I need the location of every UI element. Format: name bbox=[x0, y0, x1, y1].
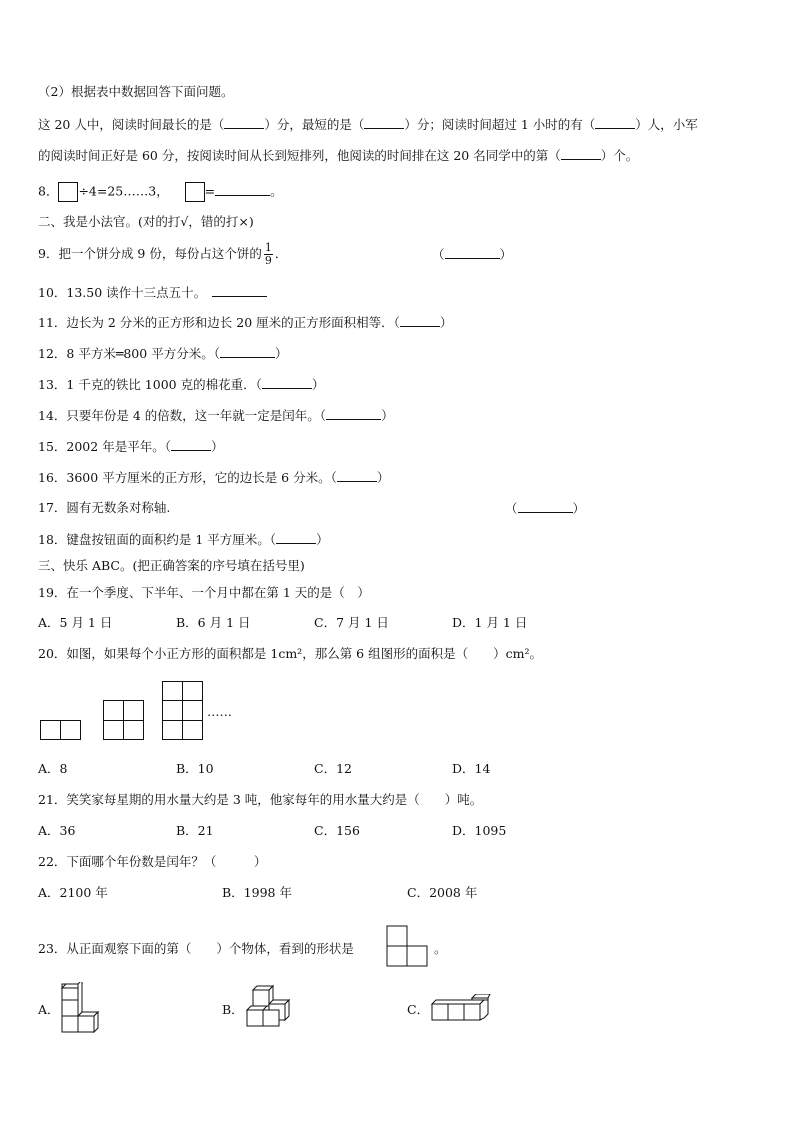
question-8: 8． ÷4=25……3， = 。 bbox=[38, 182, 283, 202]
answer-blank[interactable] bbox=[364, 116, 404, 129]
q21-option-a[interactable]: A．36 bbox=[38, 823, 76, 838]
cube-figure-c bbox=[428, 994, 492, 1024]
answer-blank[interactable] bbox=[215, 183, 270, 196]
part2-question-line2: 的阅读时间正好是 60 分，按阅读时间从长到短排列，他阅读的时间排在这 20 名同学中的第（ ）个。 bbox=[38, 148, 639, 163]
question-17: 17．圆有无数条对称轴. bbox=[38, 500, 171, 515]
question-22: 22．下面哪个年份数是闰年？（ ） bbox=[38, 854, 267, 869]
answer-blank[interactable] bbox=[262, 376, 312, 389]
answer-blank[interactable] bbox=[561, 147, 601, 160]
q22-option-c[interactable]: C．2008 年 bbox=[407, 885, 478, 900]
answer-box[interactable] bbox=[58, 182, 78, 202]
q21-option-d[interactable]: D．1095 bbox=[452, 823, 507, 838]
answer-blank[interactable] bbox=[224, 116, 264, 129]
q19-option-b[interactable]: B．6 月 1 日 bbox=[176, 615, 251, 630]
answer-blank[interactable] bbox=[171, 438, 211, 451]
q22-option-b[interactable]: B．1998 年 bbox=[222, 885, 292, 900]
answer-blank[interactable] bbox=[595, 116, 635, 129]
question-13: 13．1 千克的铁比 1000 克的棉花重．（ ） bbox=[38, 377, 325, 392]
question-17-paren: （ ） bbox=[505, 501, 586, 516]
answer-blank[interactable] bbox=[212, 284, 267, 297]
q19-option-d[interactable]: D．1 月 1 日 bbox=[452, 615, 528, 630]
question-23-tail: 。 bbox=[434, 941, 447, 956]
q20-option-b[interactable]: B．10 bbox=[176, 761, 214, 776]
front-view-shape bbox=[386, 925, 428, 967]
answer-blank[interactable] bbox=[337, 469, 377, 482]
fraction: $\frac{1}{9}$ bbox=[264, 241, 272, 267]
q19-option-a[interactable]: A．5 月 1 日 bbox=[38, 615, 113, 630]
answer-blank[interactable] bbox=[276, 531, 316, 544]
q21-option-b[interactable]: B．21 bbox=[176, 823, 214, 838]
question-9-paren: （ ） bbox=[432, 247, 513, 262]
answer-box[interactable] bbox=[185, 182, 205, 202]
question-23: 23．从正面观察下面的第（ ）个物体，看到的形状是 bbox=[38, 941, 354, 956]
question-19: 19．在一个季度、下半年、一个月中都在第 1 天的是（ ） bbox=[38, 585, 370, 600]
q23-option-b[interactable]: B． bbox=[222, 1002, 244, 1017]
q19-option-c[interactable]: C．7 月 1 日 bbox=[314, 615, 389, 630]
q20-option-c[interactable]: C．12 bbox=[314, 761, 352, 776]
q21-option-c[interactable]: C．156 bbox=[314, 823, 360, 838]
q23-option-c[interactable]: C． bbox=[407, 1002, 430, 1017]
question-14: 14．只要年份是 4 的倍数，这一年就一定是闰年。（ ） bbox=[38, 408, 394, 423]
answer-blank[interactable] bbox=[326, 407, 381, 420]
question-15: 15．2002 年是平年。（ ） bbox=[38, 439, 224, 454]
section-3-title: 三、快乐 ABC。(把正确答案的序号填在括号里) bbox=[38, 558, 305, 573]
question-21: 21．笑笑家每星期的用水量大约是 3 吨，他家每年的用水量大约是（ ）吨。 bbox=[38, 792, 483, 807]
part2-intro: （2）根据表中数据回答下面问题。 bbox=[38, 84, 234, 99]
question-9: 9．把一个饼分成 9 份，每份占这个饼的 $\frac{1}{9}$ ． bbox=[38, 241, 288, 267]
q23-option-a[interactable]: A． bbox=[38, 1002, 60, 1017]
part2-question-line1: 这 20 人中，阅读时间最长的是（ ）分，最短的是（ ）分；阅读时间超过 1 小时的有（ ）人，小军 bbox=[38, 117, 698, 132]
q20-ellipsis: …… bbox=[207, 704, 232, 719]
question-16: 16．3600 平方厘米的正方形，它的边长是 6 分米。（ ） bbox=[38, 470, 390, 485]
question-11: 11．边长为 2 分米的正方形和边长 20 厘米的正方形面积相等．（ ） bbox=[38, 315, 453, 330]
answer-blank[interactable] bbox=[518, 500, 573, 513]
q22-option-a[interactable]: A．2100 年 bbox=[38, 885, 108, 900]
answer-blank[interactable] bbox=[400, 314, 440, 327]
q20-option-a[interactable]: A．8 bbox=[38, 761, 68, 776]
q20-option-d[interactable]: D．14 bbox=[452, 761, 491, 776]
question-12: 12．8 平方米═800 平方分米。（ ） bbox=[38, 346, 288, 361]
answer-blank[interactable] bbox=[220, 345, 275, 358]
question-20: 20．如图，如果每个小正方形的面积都是 1cm²，那么第 6 组图形的面积是（ ）cm²。 bbox=[38, 646, 542, 661]
question-18: 18．键盘按钮面的面积约是 1 平方厘米。（ ） bbox=[38, 532, 329, 547]
section-2-title: 二、我是小法官。(对的打√，错的打×) bbox=[38, 214, 254, 229]
answer-blank[interactable] bbox=[445, 246, 500, 259]
cube-figure-b bbox=[243, 984, 293, 1030]
question-10: 10．13.50 读作十三点五十。 bbox=[38, 284, 267, 301]
cube-figure-a bbox=[58, 982, 104, 1036]
